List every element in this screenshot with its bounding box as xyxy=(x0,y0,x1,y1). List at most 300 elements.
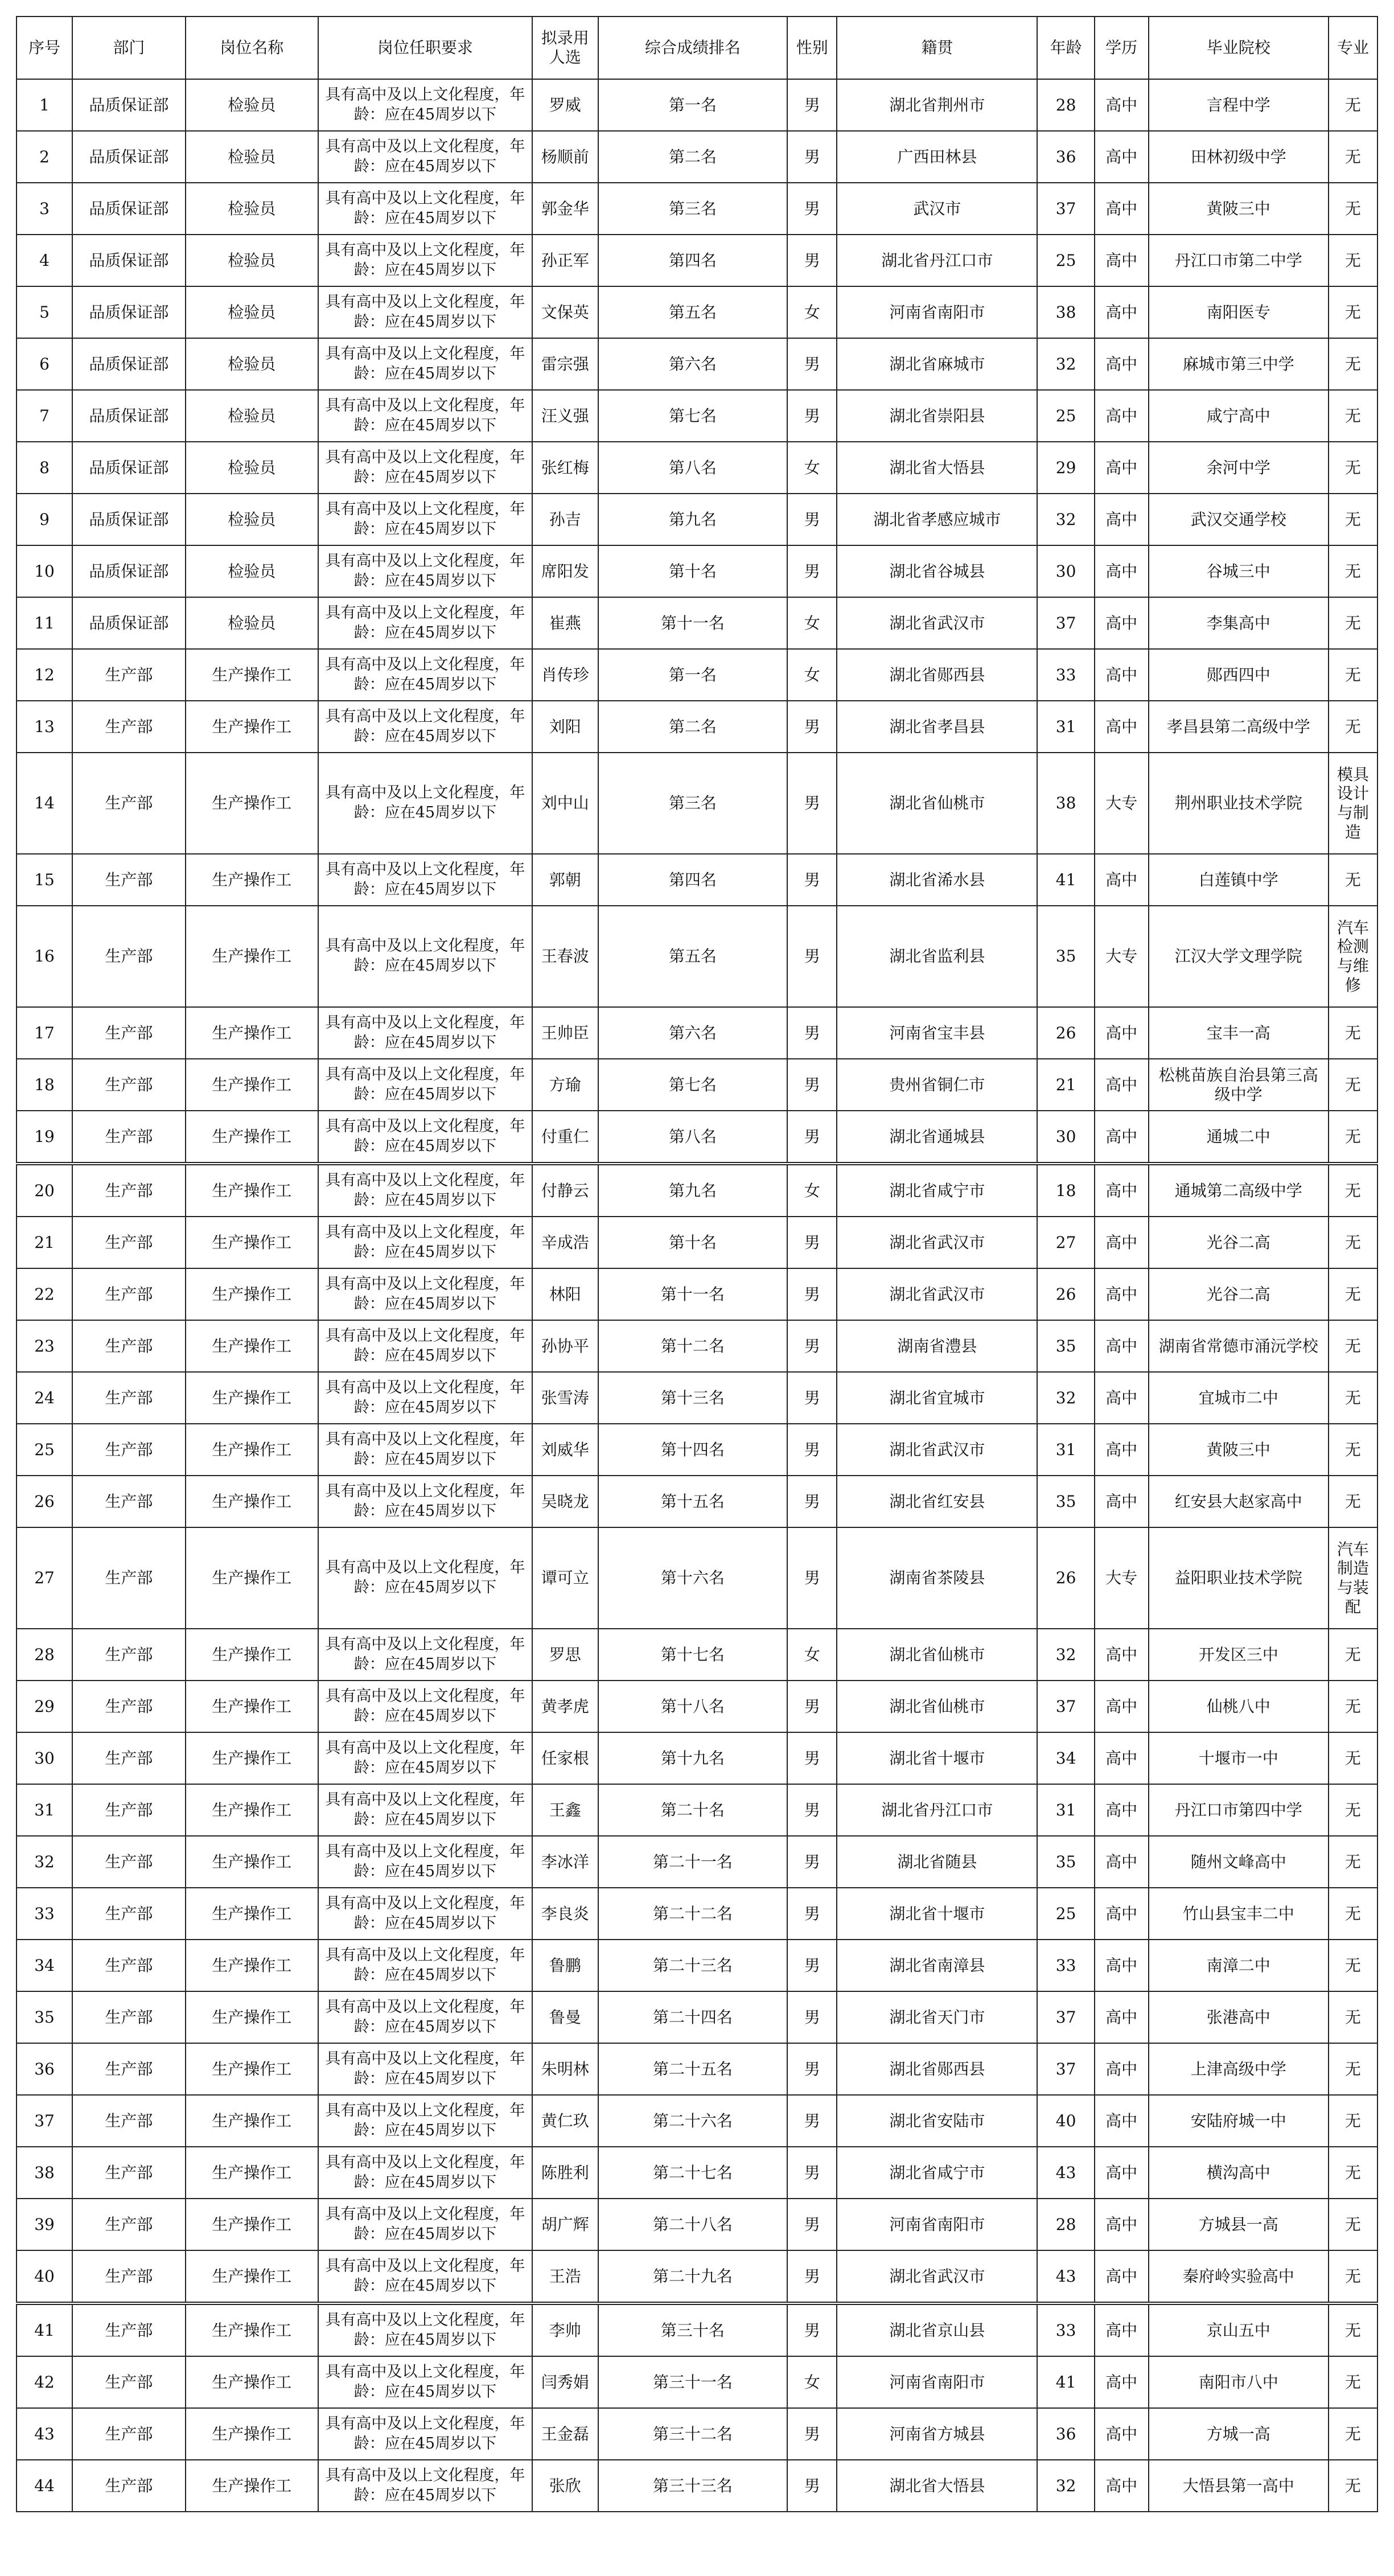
cell-post: 生产操作工 xyxy=(186,1059,318,1111)
cell-requirement: 具有高中及以上文化程度，年龄：应在45周岁以下 xyxy=(318,1888,532,1940)
cell-candidate: 李冰洋 xyxy=(532,1836,598,1888)
cell-candidate: 刘威华 xyxy=(532,1424,598,1476)
cell-dept: 生产部 xyxy=(72,2147,185,2199)
cell-education: 高中 xyxy=(1095,545,1149,597)
cell-rank: 第九名 xyxy=(598,494,788,545)
cell-major: 无 xyxy=(1329,1888,1377,1940)
cell-age: 34 xyxy=(1037,1732,1094,1784)
cell-major: 无 xyxy=(1329,1836,1377,1888)
cell-dept: 生产部 xyxy=(72,1476,185,1527)
cell-post: 检验员 xyxy=(186,494,318,545)
cell-no: 42 xyxy=(17,2356,72,2408)
cell-dept: 生产部 xyxy=(72,1424,185,1476)
table-row xyxy=(17,2250,1377,2303)
cell-origin: 湖北省荆州市 xyxy=(837,79,1037,131)
cell-candidate: 张欣 xyxy=(532,2460,598,2512)
table-row xyxy=(17,1217,1377,1268)
cell-no: 7 xyxy=(17,390,72,442)
cell-age: 41 xyxy=(1037,2356,1094,2408)
cell-dept: 生产部 xyxy=(72,2303,185,2356)
cell-education: 大专 xyxy=(1095,906,1149,1007)
cell-age: 21 xyxy=(1037,1059,1094,1111)
cell-major: 无 xyxy=(1329,2043,1377,2095)
cell-post: 生产操作工 xyxy=(186,2303,318,2356)
cell-age: 37 xyxy=(1037,1991,1094,2043)
cell-candidate: 刘中山 xyxy=(532,753,598,854)
cell-candidate: 肖传珍 xyxy=(532,649,598,701)
cell-requirement: 具有高中及以上文化程度，年龄：应在45周岁以下 xyxy=(318,1372,532,1424)
cell-major: 无 xyxy=(1329,2408,1377,2460)
cell-rank: 第二十四名 xyxy=(598,1991,788,2043)
cell-age: 35 xyxy=(1037,1836,1094,1888)
table-row xyxy=(17,1059,1377,1111)
cell-post: 生产操作工 xyxy=(186,1217,318,1268)
cell-age: 32 xyxy=(1037,494,1094,545)
cell-school: 大悟县第一高中 xyxy=(1149,2460,1329,2512)
cell-dept: 生产部 xyxy=(72,649,185,701)
cell-post: 生产操作工 xyxy=(186,2095,318,2147)
cell-dept: 生产部 xyxy=(72,906,185,1007)
cell-education: 高中 xyxy=(1095,2303,1149,2356)
header-row xyxy=(17,17,1377,79)
cell-education: 高中 xyxy=(1095,183,1149,235)
cell-requirement: 具有高中及以上文化程度，年龄：应在45周岁以下 xyxy=(318,2356,532,2408)
cell-sex: 女 xyxy=(787,1629,837,1681)
cell-sex: 男 xyxy=(787,1732,837,1784)
cell-major: 无 xyxy=(1329,1732,1377,1784)
cell-requirement: 具有高中及以上文化程度，年龄：应在45周岁以下 xyxy=(318,1527,532,1629)
cell-sex: 男 xyxy=(787,390,837,442)
cell-no: 17 xyxy=(17,1007,72,1059)
cell-age: 33 xyxy=(1037,649,1094,701)
header-no: 序号 xyxy=(17,17,72,79)
cell-education: 高中 xyxy=(1095,1268,1149,1320)
cell-age: 32 xyxy=(1037,1629,1094,1681)
cell-rank: 第十八名 xyxy=(598,1681,788,1732)
cell-origin: 湖北省仙桃市 xyxy=(837,753,1037,854)
cell-rank: 第十六名 xyxy=(598,1527,788,1629)
cell-school: 江汉大学文理学院 xyxy=(1149,906,1329,1007)
cell-sex: 男 xyxy=(787,2095,837,2147)
cell-candidate: 席阳发 xyxy=(532,545,598,597)
cell-sex: 男 xyxy=(787,79,837,131)
cell-education: 高中 xyxy=(1095,2043,1149,2095)
cell-post: 检验员 xyxy=(186,131,318,183)
table-row xyxy=(17,1991,1377,2043)
cell-candidate: 黄孝虎 xyxy=(532,1681,598,1732)
cell-major: 无 xyxy=(1329,338,1377,390)
cell-dept: 生产部 xyxy=(72,1527,185,1629)
cell-major: 无 xyxy=(1329,1217,1377,1268)
cell-post: 生产操作工 xyxy=(186,2356,318,2408)
cell-dept: 生产部 xyxy=(72,1059,185,1111)
cell-age: 37 xyxy=(1037,2043,1094,2095)
cell-rank: 第二十六名 xyxy=(598,2095,788,2147)
cell-no: 2 xyxy=(17,131,72,183)
cell-major: 无 xyxy=(1329,1424,1377,1476)
cell-origin: 湖北省南漳县 xyxy=(837,1940,1037,1991)
cell-rank: 第八名 xyxy=(598,442,788,494)
table-row xyxy=(17,854,1377,906)
cell-major: 无 xyxy=(1329,1629,1377,1681)
cell-requirement: 具有高中及以上文化程度，年龄：应在45周岁以下 xyxy=(318,2199,532,2250)
cell-sex: 男 xyxy=(787,1217,837,1268)
cell-major: 汽车检测与维修 xyxy=(1329,906,1377,1007)
cell-education: 高中 xyxy=(1095,235,1149,286)
cell-school: 仙桃八中 xyxy=(1149,1681,1329,1732)
cell-sex: 男 xyxy=(787,1111,837,1164)
cell-requirement: 具有高中及以上文化程度，年龄：应在45周岁以下 xyxy=(318,131,532,183)
cell-sex: 男 xyxy=(787,906,837,1007)
cell-requirement: 具有高中及以上文化程度，年龄：应在45周岁以下 xyxy=(318,1940,532,1991)
cell-education: 高中 xyxy=(1095,1940,1149,1991)
cell-major: 无 xyxy=(1329,2250,1377,2303)
cell-candidate: 李良炎 xyxy=(532,1888,598,1940)
cell-age: 31 xyxy=(1037,1424,1094,1476)
cell-no: 20 xyxy=(17,1164,72,1217)
table-row xyxy=(17,442,1377,494)
cell-requirement: 具有高中及以上文化程度，年龄：应在45周岁以下 xyxy=(318,906,532,1007)
cell-major: 无 xyxy=(1329,2460,1377,2512)
cell-education: 高中 xyxy=(1095,1784,1149,1836)
cell-no: 36 xyxy=(17,2043,72,2095)
cell-school: 光谷二高 xyxy=(1149,1217,1329,1268)
cell-dept: 品质保证部 xyxy=(72,442,185,494)
cell-dept: 生产部 xyxy=(72,1888,185,1940)
cell-rank: 第四名 xyxy=(598,854,788,906)
cell-requirement: 具有高中及以上文化程度，年龄：应在45周岁以下 xyxy=(318,545,532,597)
cell-rank: 第十名 xyxy=(598,545,788,597)
cell-sex: 男 xyxy=(787,1476,837,1527)
cell-rank: 第十九名 xyxy=(598,1732,788,1784)
cell-requirement: 具有高中及以上文化程度，年龄：应在45周岁以下 xyxy=(318,1991,532,2043)
cell-candidate: 郭金华 xyxy=(532,183,598,235)
cell-major: 无 xyxy=(1329,1476,1377,1527)
cell-requirement: 具有高中及以上文化程度，年龄：应在45周岁以下 xyxy=(318,494,532,545)
cell-candidate: 罗思 xyxy=(532,1629,598,1681)
cell-school: 田林初级中学 xyxy=(1149,131,1329,183)
cell-requirement: 具有高中及以上文化程度，年龄：应在45周岁以下 xyxy=(318,442,532,494)
cell-education: 高中 xyxy=(1095,1007,1149,1059)
header-origin: 籍贯 xyxy=(837,17,1037,79)
table-row xyxy=(17,2356,1377,2408)
cell-major: 无 xyxy=(1329,2356,1377,2408)
cell-candidate: 杨顺前 xyxy=(532,131,598,183)
table-row xyxy=(17,1629,1377,1681)
cell-major: 无 xyxy=(1329,390,1377,442)
cell-candidate: 林阳 xyxy=(532,1268,598,1320)
cell-no: 13 xyxy=(17,701,72,753)
cell-post: 生产操作工 xyxy=(186,2147,318,2199)
cell-sex: 男 xyxy=(787,2250,837,2303)
cell-origin: 河南省南阳市 xyxy=(837,2356,1037,2408)
cell-education: 高中 xyxy=(1095,390,1149,442)
cell-school: 李集高中 xyxy=(1149,597,1329,649)
cell-education: 高中 xyxy=(1095,2460,1149,2512)
cell-age: 33 xyxy=(1037,1940,1094,1991)
header-requirement: 岗位任职要求 xyxy=(318,17,532,79)
cell-rank: 第十一名 xyxy=(598,1268,788,1320)
header-education: 学历 xyxy=(1095,17,1149,79)
cell-origin: 湖北省十堰市 xyxy=(837,1732,1037,1784)
cell-post: 生产操作工 xyxy=(186,1991,318,2043)
cell-sex: 男 xyxy=(787,2199,837,2250)
table-row xyxy=(17,1268,1377,1320)
cell-rank: 第十二名 xyxy=(598,1320,788,1372)
cell-requirement: 具有高中及以上文化程度，年龄：应在45周岁以下 xyxy=(318,649,532,701)
table-row xyxy=(17,1940,1377,1991)
cell-requirement: 具有高中及以上文化程度，年龄：应在45周岁以下 xyxy=(318,79,532,131)
cell-rank: 第七名 xyxy=(598,1059,788,1111)
cell-candidate: 黄仁玖 xyxy=(532,2095,598,2147)
cell-school: 湖南省常德市涌沅学校 xyxy=(1149,1320,1329,1372)
cell-dept: 生产部 xyxy=(72,1372,185,1424)
cell-rank: 第六名 xyxy=(598,338,788,390)
cell-sex: 男 xyxy=(787,1059,837,1111)
cell-dept: 生产部 xyxy=(72,1681,185,1732)
table-row xyxy=(17,597,1377,649)
cell-age: 30 xyxy=(1037,545,1094,597)
cell-school: 黄陂三中 xyxy=(1149,1424,1329,1476)
cell-no: 43 xyxy=(17,2408,72,2460)
cell-rank: 第二名 xyxy=(598,131,788,183)
cell-origin: 湖北省浠水县 xyxy=(837,854,1037,906)
cell-age: 26 xyxy=(1037,1268,1094,1320)
cell-education: 高中 xyxy=(1095,1681,1149,1732)
cell-rank: 第十七名 xyxy=(598,1629,788,1681)
cell-dept: 品质保证部 xyxy=(72,183,185,235)
cell-dept: 生产部 xyxy=(72,1268,185,1320)
cell-sex: 男 xyxy=(787,1527,837,1629)
cell-age: 28 xyxy=(1037,2199,1094,2250)
table-row xyxy=(17,390,1377,442)
cell-dept: 生产部 xyxy=(72,2408,185,2460)
cell-requirement: 具有高中及以上文化程度，年龄：应在45周岁以下 xyxy=(318,1476,532,1527)
header-post: 岗位名称 xyxy=(186,17,318,79)
cell-education: 高中 xyxy=(1095,131,1149,183)
cell-dept: 生产部 xyxy=(72,2095,185,2147)
cell-school: 白莲镇中学 xyxy=(1149,854,1329,906)
cell-requirement: 具有高中及以上文化程度，年龄：应在45周岁以下 xyxy=(318,2460,532,2512)
cell-age: 32 xyxy=(1037,2460,1094,2512)
table-row xyxy=(17,1476,1377,1527)
cell-major: 无 xyxy=(1329,1111,1377,1164)
cell-post: 生产操作工 xyxy=(186,1476,318,1527)
cell-candidate: 孙吉 xyxy=(532,494,598,545)
cell-rank: 第八名 xyxy=(598,1111,788,1164)
cell-school: 方城县一高 xyxy=(1149,2199,1329,2250)
cell-requirement: 具有高中及以上文化程度，年龄：应在45周岁以下 xyxy=(318,597,532,649)
cell-requirement: 具有高中及以上文化程度，年龄：应在45周岁以下 xyxy=(318,1424,532,1476)
cell-major: 无 xyxy=(1329,1681,1377,1732)
cell-no: 27 xyxy=(17,1527,72,1629)
cell-education: 高中 xyxy=(1095,1732,1149,1784)
cell-origin: 湖北省郧西县 xyxy=(837,649,1037,701)
cell-origin: 湖北省京山县 xyxy=(837,2303,1037,2356)
cell-age: 38 xyxy=(1037,753,1094,854)
cell-rank: 第九名 xyxy=(598,1164,788,1217)
cell-sex: 男 xyxy=(787,131,837,183)
cell-rank: 第三十一名 xyxy=(598,2356,788,2408)
cell-post: 检验员 xyxy=(186,442,318,494)
cell-no: 5 xyxy=(17,286,72,338)
cell-school: 红安县大赵家高中 xyxy=(1149,1476,1329,1527)
cell-no: 26 xyxy=(17,1476,72,1527)
table-row xyxy=(17,1111,1377,1164)
cell-sex: 男 xyxy=(787,2147,837,2199)
cell-no: 4 xyxy=(17,235,72,286)
cell-no: 9 xyxy=(17,494,72,545)
cell-dept: 生产部 xyxy=(72,1164,185,1217)
cell-age: 27 xyxy=(1037,1217,1094,1268)
cell-school: 南漳二中 xyxy=(1149,1940,1329,1991)
header-school: 毕业院校 xyxy=(1149,17,1329,79)
cell-dept: 品质保证部 xyxy=(72,79,185,131)
cell-sex: 女 xyxy=(787,1164,837,1217)
cell-major: 无 xyxy=(1329,1007,1377,1059)
table-row xyxy=(17,1372,1377,1424)
cell-candidate: 孙正军 xyxy=(532,235,598,286)
cell-origin: 湖北省孝感应城市 xyxy=(837,494,1037,545)
cell-education: 高中 xyxy=(1095,2250,1149,2303)
cell-age: 25 xyxy=(1037,1888,1094,1940)
cell-education: 高中 xyxy=(1095,2147,1149,2199)
cell-post: 生产操作工 xyxy=(186,1629,318,1681)
cell-dept: 品质保证部 xyxy=(72,131,185,183)
cell-education: 高中 xyxy=(1095,1111,1149,1164)
cell-sex: 男 xyxy=(787,545,837,597)
cell-school: 余河中学 xyxy=(1149,442,1329,494)
cell-dept: 生产部 xyxy=(72,701,185,753)
cell-school: 武汉交通学校 xyxy=(1149,494,1329,545)
cell-origin: 湖北省武汉市 xyxy=(837,597,1037,649)
cell-post: 生产操作工 xyxy=(186,701,318,753)
table-row xyxy=(17,1527,1377,1629)
cell-requirement: 具有高中及以上文化程度，年龄：应在45周岁以下 xyxy=(318,1784,532,1836)
table-row xyxy=(17,1888,1377,1940)
cell-school: 松桃苗族自治县第三高级中学 xyxy=(1149,1059,1329,1111)
cell-school: 南阳市八中 xyxy=(1149,2356,1329,2408)
cell-sex: 男 xyxy=(787,1320,837,1372)
cell-no: 33 xyxy=(17,1888,72,1940)
cell-education: 高中 xyxy=(1095,701,1149,753)
cell-no: 18 xyxy=(17,1059,72,1111)
cell-rank: 第三十二名 xyxy=(598,2408,788,2460)
cell-sex: 男 xyxy=(787,1681,837,1732)
cell-major: 模具设计与制造 xyxy=(1329,753,1377,854)
cell-age: 43 xyxy=(1037,2250,1094,2303)
header-major: 专业 xyxy=(1329,17,1377,79)
cell-age: 33 xyxy=(1037,2303,1094,2356)
cell-candidate: 张雪涛 xyxy=(532,1372,598,1424)
cell-education: 高中 xyxy=(1095,1217,1149,1268)
cell-post: 检验员 xyxy=(186,338,318,390)
cell-post: 生产操作工 xyxy=(186,1940,318,1991)
cell-sex: 男 xyxy=(787,1268,837,1320)
cell-major: 无 xyxy=(1329,2199,1377,2250)
cell-origin: 河南省南阳市 xyxy=(837,2199,1037,2250)
cell-sex: 男 xyxy=(787,1007,837,1059)
cell-candidate: 文保英 xyxy=(532,286,598,338)
table-row xyxy=(17,235,1377,286)
cell-sex: 男 xyxy=(787,235,837,286)
cell-major: 无 xyxy=(1329,854,1377,906)
cell-age: 43 xyxy=(1037,2147,1094,2199)
cell-rank: 第十五名 xyxy=(598,1476,788,1527)
cell-origin: 湖北省郧西县 xyxy=(837,2043,1037,2095)
cell-requirement: 具有高中及以上文化程度，年龄：应在45周岁以下 xyxy=(318,1836,532,1888)
cell-origin: 湖北省丹江口市 xyxy=(837,235,1037,286)
table-row xyxy=(17,2095,1377,2147)
cell-dept: 生产部 xyxy=(72,2460,185,2512)
cell-requirement: 具有高中及以上文化程度，年龄：应在45周岁以下 xyxy=(318,753,532,854)
cell-rank: 第二十八名 xyxy=(598,2199,788,2250)
cell-no: 40 xyxy=(17,2250,72,2303)
cell-sex: 男 xyxy=(787,494,837,545)
cell-candidate: 王帅臣 xyxy=(532,1007,598,1059)
cell-origin: 湖北省宜城市 xyxy=(837,1372,1037,1424)
cell-rank: 第十三名 xyxy=(598,1372,788,1424)
cell-post: 生产操作工 xyxy=(186,906,318,1007)
cell-requirement: 具有高中及以上文化程度，年龄：应在45周岁以下 xyxy=(318,1164,532,1217)
cell-origin: 湖北省咸宁市 xyxy=(837,1164,1037,1217)
cell-major: 无 xyxy=(1329,545,1377,597)
cell-age: 37 xyxy=(1037,597,1094,649)
cell-school: 秦府岭实验高中 xyxy=(1149,2250,1329,2303)
cell-origin: 湖北省武汉市 xyxy=(837,1268,1037,1320)
cell-rank: 第二十五名 xyxy=(598,2043,788,2095)
cell-sex: 男 xyxy=(787,338,837,390)
cell-age: 38 xyxy=(1037,286,1094,338)
cell-school: 通城第二高级中学 xyxy=(1149,1164,1329,1217)
cell-education: 高中 xyxy=(1095,442,1149,494)
cell-rank: 第四名 xyxy=(598,235,788,286)
cell-sex: 女 xyxy=(787,286,837,338)
cell-education: 高中 xyxy=(1095,338,1149,390)
cell-post: 生产操作工 xyxy=(186,1320,318,1372)
cell-sex: 男 xyxy=(787,183,837,235)
cell-origin: 河南省方城县 xyxy=(837,2408,1037,2460)
cell-school: 横沟高中 xyxy=(1149,2147,1329,2199)
cell-candidate: 鲁曼 xyxy=(532,1991,598,2043)
cell-requirement: 具有高中及以上文化程度，年龄：应在45周岁以下 xyxy=(318,1268,532,1320)
cell-sex: 男 xyxy=(787,1424,837,1476)
cell-origin: 湖北省通城县 xyxy=(837,1111,1037,1164)
cell-requirement: 具有高中及以上文化程度，年龄：应在45周岁以下 xyxy=(318,1629,532,1681)
table-row xyxy=(17,286,1377,338)
cell-requirement: 具有高中及以上文化程度，年龄：应在45周岁以下 xyxy=(318,1732,532,1784)
cell-education: 高中 xyxy=(1095,1991,1149,2043)
cell-origin: 湖北省大悟县 xyxy=(837,442,1037,494)
cell-post: 检验员 xyxy=(186,545,318,597)
cell-age: 30 xyxy=(1037,1111,1094,1164)
cell-major: 无 xyxy=(1329,235,1377,286)
cell-education: 大专 xyxy=(1095,1527,1149,1629)
cell-education: 高中 xyxy=(1095,2199,1149,2250)
cell-age: 25 xyxy=(1037,235,1094,286)
cell-post: 生产操作工 xyxy=(186,1681,318,1732)
cell-no: 31 xyxy=(17,1784,72,1836)
cell-sex: 男 xyxy=(787,1836,837,1888)
cell-age: 37 xyxy=(1037,183,1094,235)
cell-rank: 第十四名 xyxy=(598,1424,788,1476)
table-row xyxy=(17,1732,1377,1784)
cell-origin: 湖北省仙桃市 xyxy=(837,1681,1037,1732)
cell-no: 35 xyxy=(17,1991,72,2043)
cell-post: 生产操作工 xyxy=(186,1111,318,1164)
cell-sex: 男 xyxy=(787,854,837,906)
cell-candidate: 郭朝 xyxy=(532,854,598,906)
